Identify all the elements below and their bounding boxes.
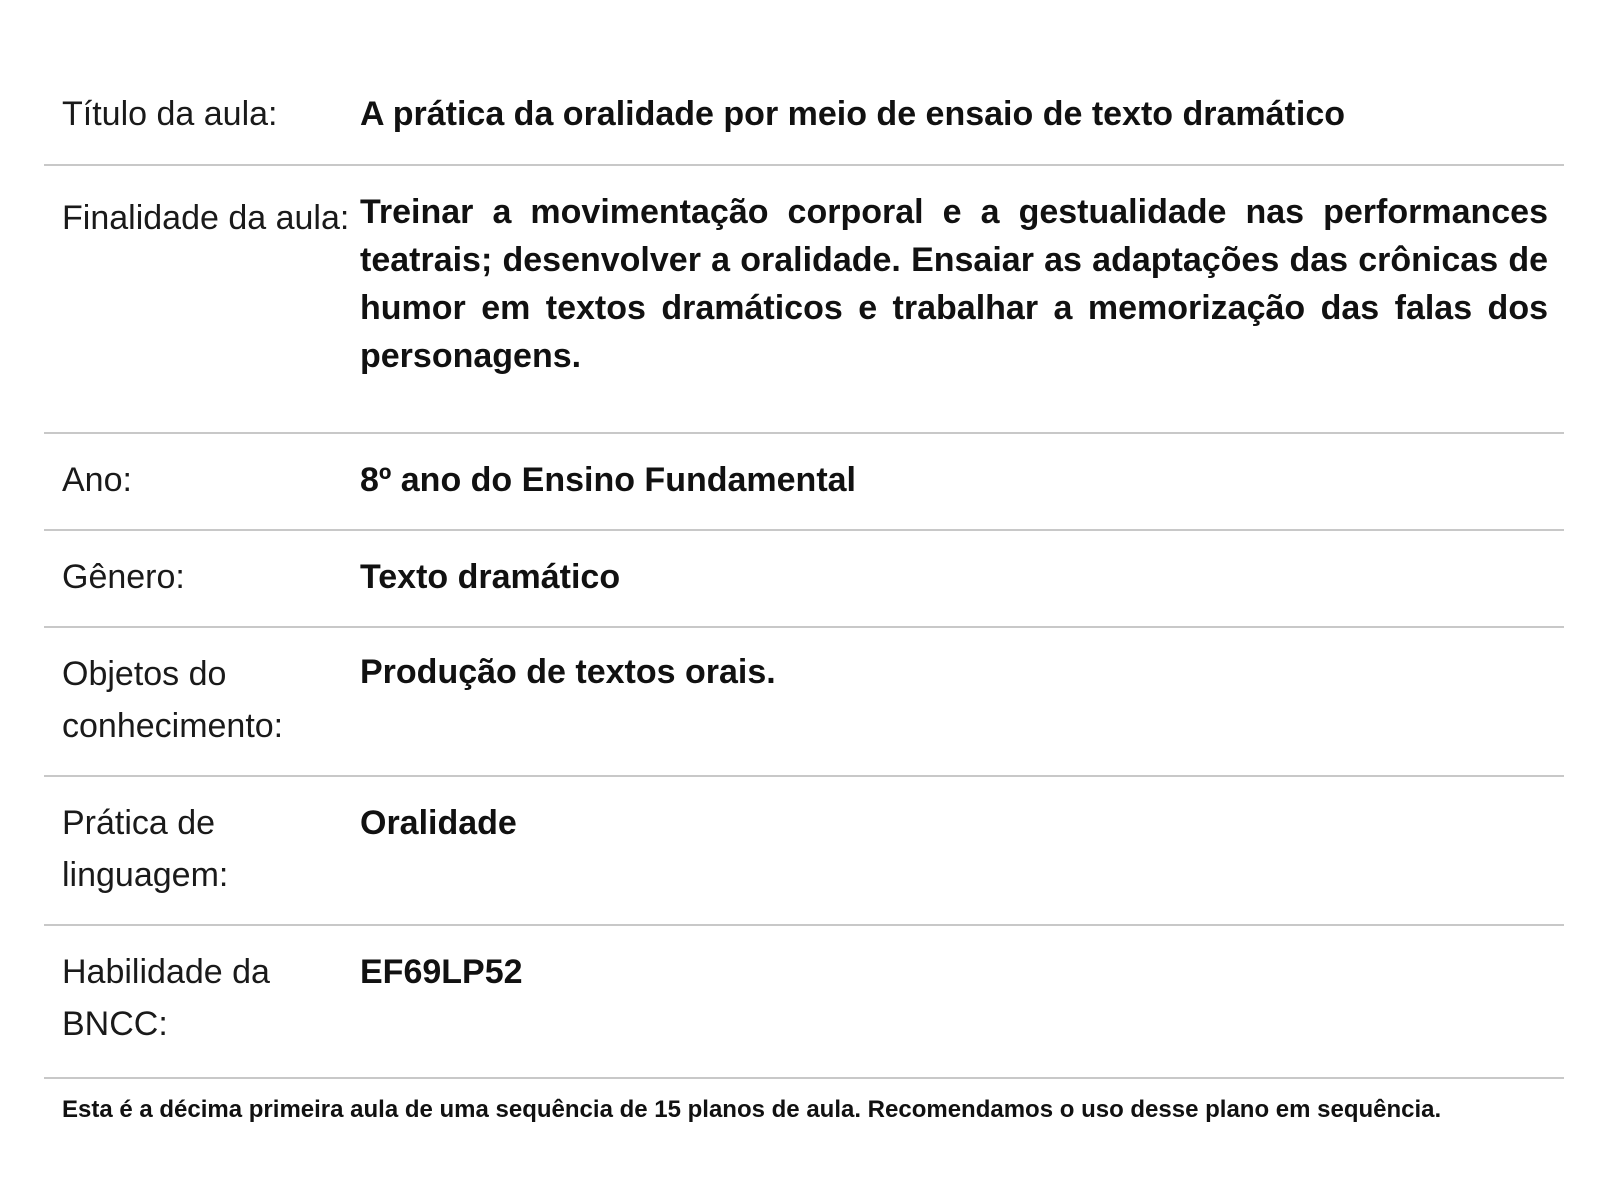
bncc-skill-value: EF69LP52 [360,953,523,991]
knowledge-objects-label: Objetos do conhecimento: [62,655,284,745]
language-practice-value: Oralidade [360,804,517,842]
row-genre [44,531,1564,628]
row-school-year [44,434,1564,531]
genre-label: Gênero: [62,558,185,596]
school-year-label: Ano: [62,461,132,499]
row-knowledge-objects [44,628,1564,777]
lesson-plan-table [44,58,1564,1127]
lesson-purpose-value: Treinar a movimentação corporal e a gestualidade nas performances teatrais; desenvolver a oralidade. Ensaiar as adaptações das crônicas de humor em textos dramáticos e trabalhar a memorização das falas dos personagens. [360,193,1548,375]
knowledge-objects-value: Produção de textos orais. [360,653,776,691]
lesson-purpose-label-text: Finalidade da aula: [62,199,350,237]
row-language-practice [44,777,1564,926]
row-bncc-skill [44,926,1564,1079]
bncc-skill-label: Habilidade da BNCC: [62,953,270,1043]
language-practice-label: Prática de linguagem: [62,804,229,894]
lesson-purpose-label [44,188,360,432]
sequence-footnote: Esta é a décima primeira aula de uma sequência de 15 planos de aula. Recomendamos o uso desse plano em sequência. [62,1096,1442,1123]
row-lesson-title [44,58,1564,166]
lesson-title-value: A prática da oralidade por meio de ensaio de texto dramático [360,95,1346,133]
genre-value: Texto dramático [360,558,621,596]
lesson-title-label: Título da aula: [62,95,278,133]
row-lesson-purpose [44,166,1564,434]
school-year-value: 8º ano do Ensino Fundamental [360,461,857,499]
